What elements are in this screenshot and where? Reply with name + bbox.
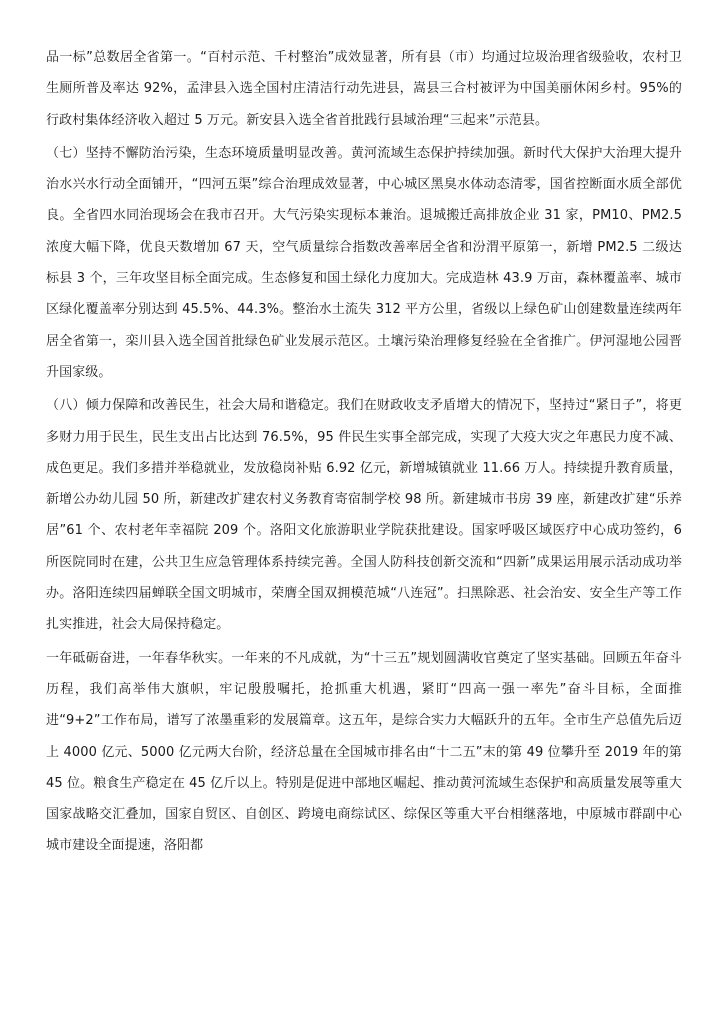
paragraph-rural-revitalization: 品一标”总数居全省第一。“百村示范、千村整治”成效显著，所有县（市）均通过垃圾治理省级验收，农村卫生厕所普及率达 92%，孟津县入选全国村庄清洁行动先进县，嵩县三合村被评为中国美丽休闲乡村。95%的行政村集体经济收入超过 5 万元。新安县入选全省首批践行县域治理“三起来”示范县。 <box>46 50 682 128</box>
paragraph-five-year-review: 一年砥砺奋进，一年春华秋实。一年来的不凡成就，为“十三五”规划圆满收官奠定了坚实基础。回顾五年奋斗历程，我们高举伟大旗帜，牢记殷殷嘱托，抢抓重大机遇，紧盯“四高一强一率先”奋斗目标，全面推进“9+2”工作布局，谱写了浓墨重彩的发展篇章。这五年，是综合实力大幅跃升的五年。全市生产总值先后迈上 4000 亿元、5000 亿元两大台阶，经济总量在全国城市排名由“十二五”末的第 49 位攀升至 2019 年的第 45 位。粮食生产稳定在 45 亿斤以上。特别是促进中部地区崛起、推动黄河流域生态保护和高质量发展等重大国家战略交汇叠加，国家自贸区、自创区、跨境电商综试区、综保区等重大平台相继落地，中原城市群副中心城市建设全面提速，洛阳都 <box>46 650 682 854</box>
document-body <box>46 42 682 864</box>
paragraph-livelihood: （八）倾力保障和改善民生，社会大局和谐稳定。我们在财政收支矛盾增大的情况下，坚持过“紧日子”，将更多财力用于民生，民生支出占比达到 76.5%，95 件民生实事全部完成，实现了大疫大灾之年惠民力度不减、成色更足。我们多措并举稳就业，发放稳岗补贴 6.92 亿元，新增城镇就业 11.66 万人。持续提升教育质量，新增公办幼儿园 50 所，新建改扩建农村义务教育寄宿制学校 98 所。新建城市书房 39 座，新建改扩建“乐养居”61 个、农村老年幸福院 209 个。洛阳文化旅游职业学院获批建设。国家呼吸区域医疗中心成功签约，6 所医院同时在建，公共卫生应急管理体系持续完善。全国人防科技创新交流和“四新”成果运用展示活动成功举办。洛阳连续四届蝉联全国文明城市，荣膺全国双拥模范城“八连冠”。扫黑除恶、社会治安、安全生产等工作扎实推进，社会大局保持稳定。 <box>46 398 682 633</box>
paragraph-pollution-control: （七）坚持不懈防治污染，生态环境质量明显改善。黄河流域生态保护持续加强。新时代大保护大治理大提升治水兴水行动全面铺开，“四河五渠”综合治理成效显著，中心城区黑臭水体动态清零，国省控断面水质全部优良。全省四水同治现场会在我市召开。大气污染实现标本兼治。退城搬迁高排放企业 31 家，PM10、PM2.5 浓度大幅下降，优良天数增加 67 天，空气质量综合指数改善率居全省和汾渭平原第一，新增 PM2.5 二级达标县 3 个，三年攻坚目标全面完成。生态修复和国土绿化力度加大。完成造林 43.9 万亩，森林覆盖率、城市区绿化覆盖率分别达到 45.5%、44.3%。整治水土流失 312 平方公里，省级以上绿色矿山创建数量连续两年居全省第一，栾川县入选全国首批绿色矿业发展示范区。土壤污染治理修复经验在全省推广。伊河湿地公园晋升国家级。 <box>46 145 682 380</box>
